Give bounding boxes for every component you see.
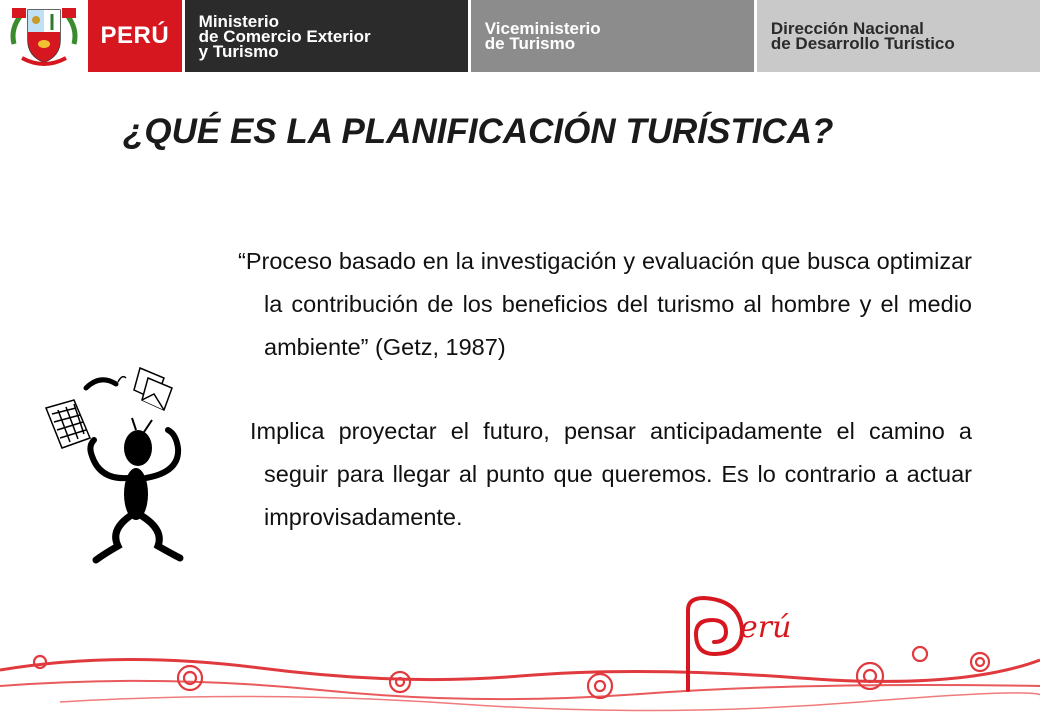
- brand-text: erú: [740, 610, 792, 645]
- direction-block: [757, 0, 1040, 72]
- slide-title: ¿QUÉ ES LA PLANIFICACIÓN TURÍSTICA?: [123, 112, 834, 151]
- ministry-line-1: Ministerio: [198, 11, 279, 31]
- vice-line-2: de Turismo: [484, 34, 576, 53]
- direction-line-1: Dirección Nacional: [770, 19, 924, 38]
- implication-paragraph: Implica proyectar el futuro, pensar anticipadamente el camino a seguir para llegar al punto que queremos. Es lo contrario a actuar improvisadamente.: [250, 418, 972, 530]
- juggling-figure-icon: [40, 360, 200, 570]
- ministry-line-3: y Turismo: [198, 41, 279, 61]
- direction-line-2: de Desarrollo Turístico: [770, 34, 955, 53]
- ministry-line-2: de Comercio Exterior: [198, 26, 371, 46]
- coat-of-arms-icon: [0, 0, 88, 72]
- footer-decoration: [0, 590, 1040, 720]
- vice-line-1: Viceministerio: [484, 19, 601, 38]
- vice-ministry-block: [471, 0, 754, 72]
- ministry-block: [185, 0, 468, 72]
- header-banner: [0, 0, 1040, 72]
- peru-label: PERÚ: [88, 0, 182, 72]
- definition-paragraph: “Proceso basado en la investigación y evaluación que busca optimizar la contribución de los beneficios del turismo al hombre y el medio ambiente” (Getz, 1987): [238, 248, 972, 360]
